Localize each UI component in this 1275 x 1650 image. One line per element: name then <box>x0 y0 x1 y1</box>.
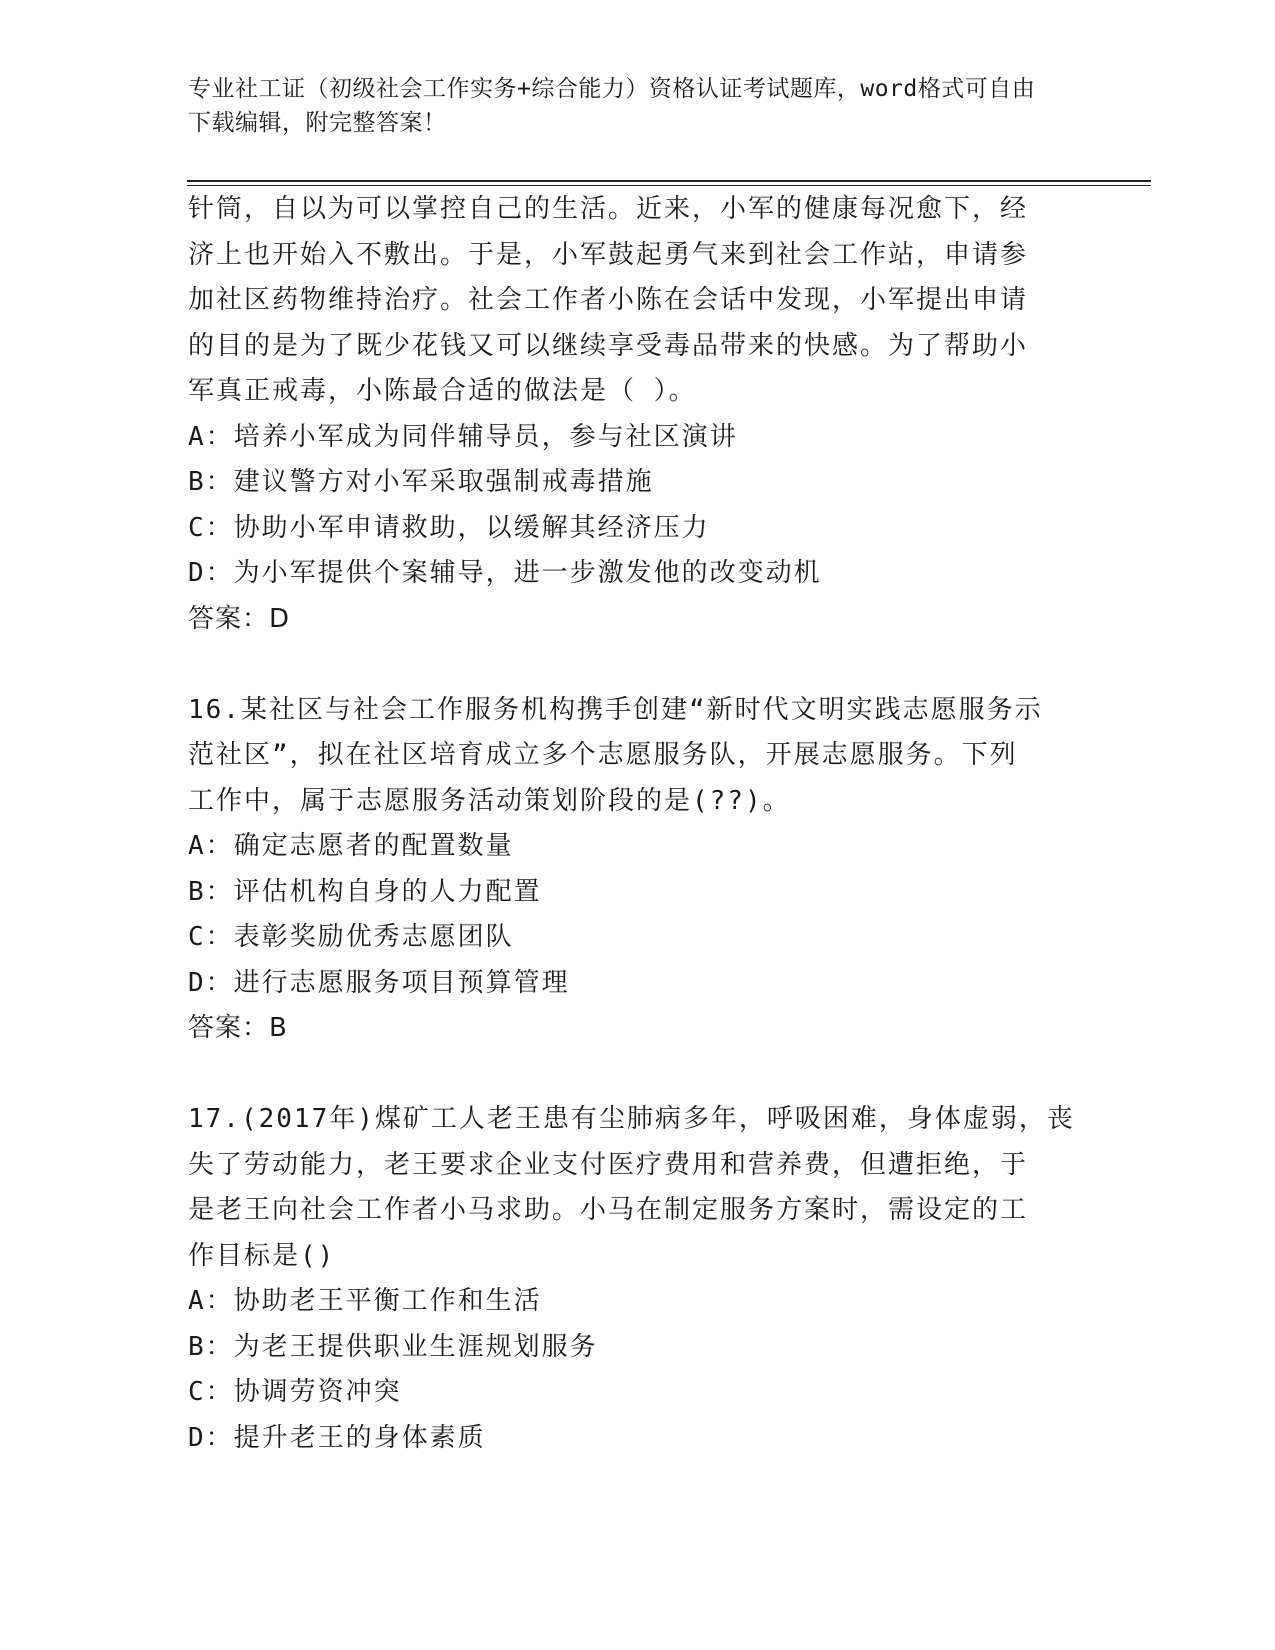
question-stem-line: 济上也开始入不敷出。于是，小军鼓起勇气来到社会工作站，申请参 <box>188 239 1029 270</box>
question-stem-line: 17.(2017年)煤矿工人老王患有尘肺病多年，呼吸困难，身体虚弱，丧 <box>188 1104 1075 1134</box>
question-stem-line: 加社区药物维持治疗。社会工作者小陈在会话中发现，小军提出申请 <box>188 285 1029 315</box>
option-d: D：为小军提供个案辅导，进一步激发他的改变动机 <box>188 558 822 588</box>
question-stem-line: 工作中，属于志愿服务活动策划阶段的是(??)。 <box>188 785 791 816</box>
question-body <box>188 187 1088 1461</box>
option-d: D：提升老王的身体素质 <box>188 1422 486 1453</box>
option-d: D：进行志愿服务项目预算管理 <box>188 967 570 998</box>
question-17 <box>188 1097 1088 1461</box>
header-line-2: 下载编辑，附完整答案！ <box>188 110 447 136</box>
option-b: B：建议警方对小军采取强制戒毒措施 <box>188 467 654 497</box>
header-divider-thick <box>187 180 1151 182</box>
question-stem-line: 的目的是为了既少花钱又可以继续享受毒品带来的快感。为了帮助小 <box>188 330 1029 361</box>
option-c: C：协调劳资冲突 <box>188 1377 402 1407</box>
option-b: B：为老王提供职业生涯规划服务 <box>188 1331 598 1362</box>
question-16 <box>188 688 1088 1052</box>
option-c: C：表彰奖励优秀志愿团队 <box>188 922 514 952</box>
question-stem-line: 作目标是() <box>188 1240 336 1271</box>
option-a: A：协助老王平衡工作和生活 <box>188 1286 542 1316</box>
header-divider-thin <box>187 185 1151 186</box>
option-a: A：确定志愿者的配置数量 <box>188 831 514 861</box>
option-b: B：评估机构自身的人力配置 <box>188 876 542 907</box>
answer-label: 答案：B <box>188 1013 288 1043</box>
document-header <box>188 72 1088 140</box>
question-15 <box>188 187 1088 642</box>
header-line-1: 专业社工证（初级社会工作实务+综合能力）资格认证考试题库，word格式可自由 <box>188 76 1036 102</box>
question-stem-line: 16.某社区与社会工作服务机构携手创建“新时代文明实践志愿服务示 <box>188 694 1043 725</box>
spacer <box>188 642 1088 688</box>
option-c: C：协助小军申请救助，以缓解其经济压力 <box>188 512 710 543</box>
question-stem-line: 失了劳动能力，老王要求企业支付医疗费用和营养费，但遭拒绝，于 <box>188 1149 1029 1180</box>
answer-label: 答案：D <box>188 603 291 634</box>
option-a: A：培养小军成为同伴辅导员，参与社区演讲 <box>188 421 738 452</box>
question-stem-line: 针筒，自以为可以掌控自己的生活。近来，小军的健康每况愈下，经 <box>188 194 1029 224</box>
question-stem-line: 是老王向社会工作者小马求助。小马在制定服务方案时，需设定的工 <box>188 1195 1029 1225</box>
question-stem-line: 军真正戒毒，小陈最合适的做法是（ ）。 <box>188 376 697 406</box>
question-stem-line: 范社区”，拟在社区培育成立多个志愿服务队，开展志愿服务。下列 <box>188 740 1018 770</box>
spacer <box>188 1052 1088 1098</box>
